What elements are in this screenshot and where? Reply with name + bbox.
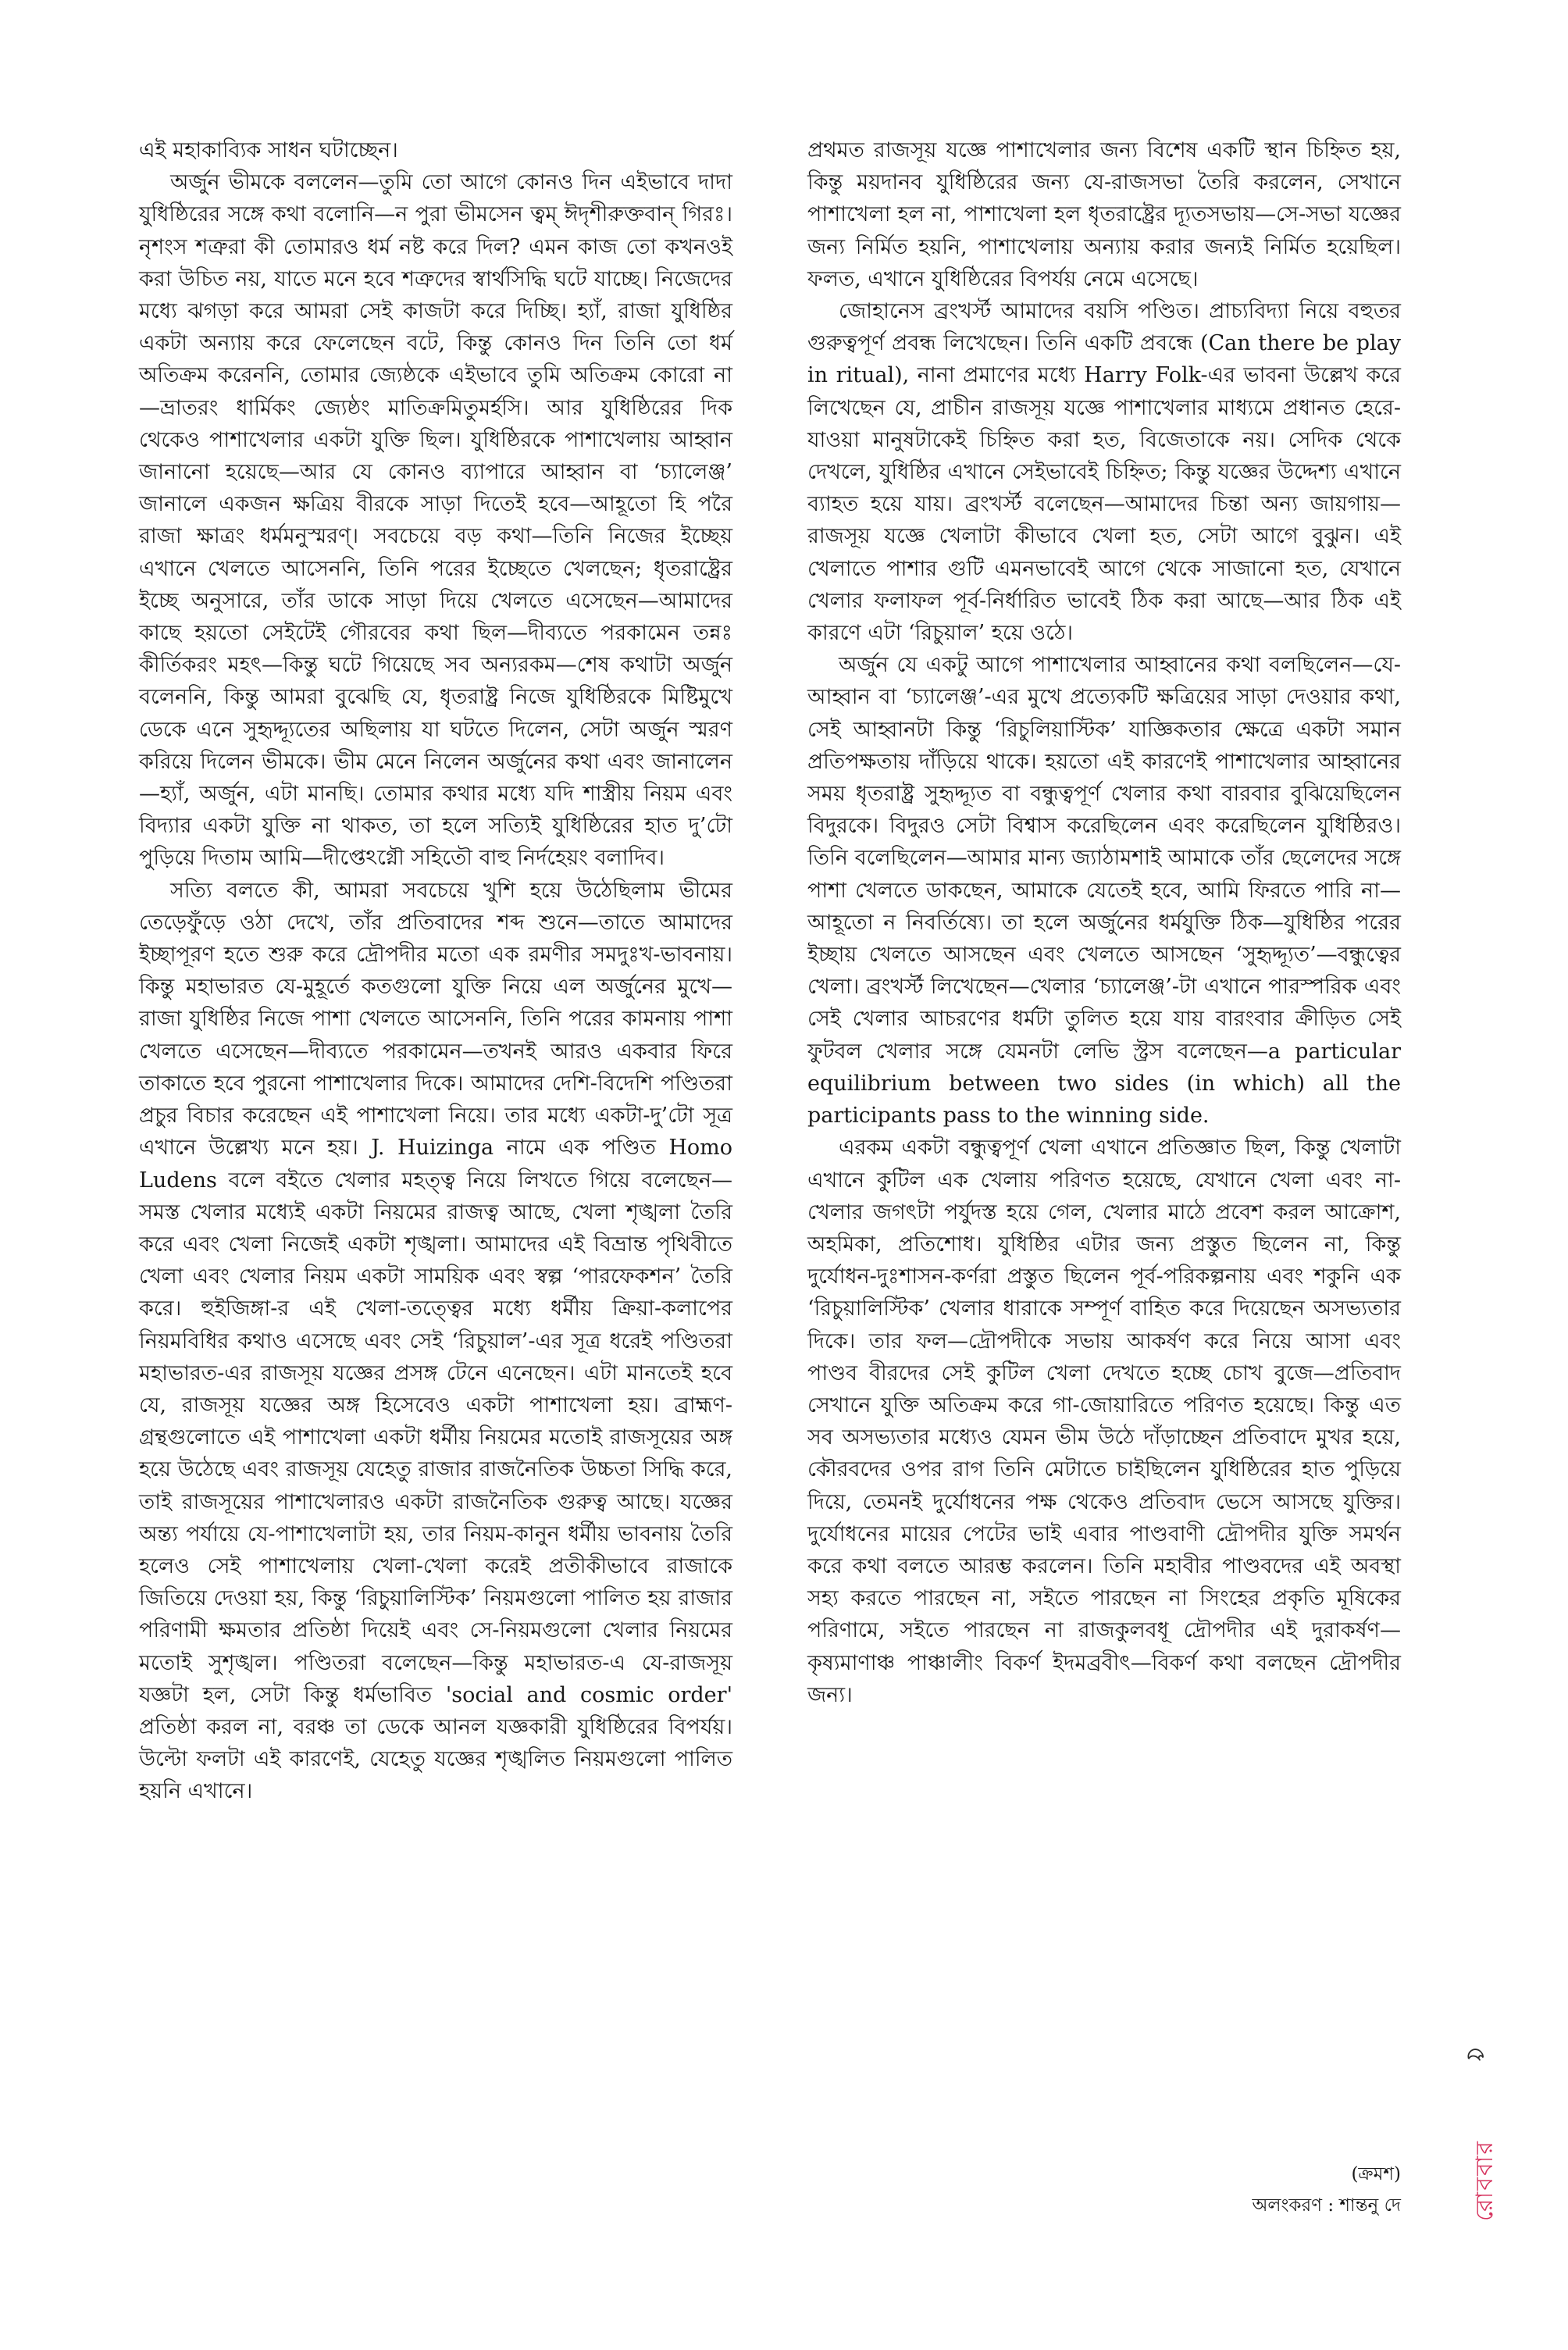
paragraph: অর্জুন যে একটু আগে পাশাখেলার আহ্বানের কথা বলছিলেন—যে-আহ্বান বা ‘চ্যালেঞ্জ’-এর মুখে প্রত্যেকটি ক্ষত্রিয়ের সাড়া দেওয়ার কথা, সেই আহ্বানটা কিন্তু ‘রিচুলিয়াস্টিক’ যাজ্ঞিকতার ক্ষেত্রে একটা সমান প্রতিপক্ষতায় দাঁড়িয়ে থাকে। হয়তো এই কারণেই পাশাখেলার আহ্বানের সময় ধৃতরাষ্ট্র সুহৃদ্দ্যূত বা বন্ধুত্বপূর্ণ খেলার কথা বারবার বুঝিয়েছিলেন বিদুরকে। বিদুরও সেটা বিশ্বাস করেছিলেন এবং করেছিলেন যুধিষ্ঠিরও। তিনি বলেছিলেন—আমার মান্য জ্যাঠামশাই আমাকে তাঁর ছেলেদের সঙ্গে পাশা খেলতে ডাকছেন, আমাকে যেতেই হবে, আমি ফিরতে পারি না—আহূতো ন নিবর্তিষ্যে। তা হলে অর্জুনের ধর্মযুক্তি ঠিক—যুধিষ্ঠির পরের ইচ্ছায় খেলতে আসছেন এবং খেলতে আসছেন ‘সুহৃদ্দ্যূত’—বন্ধুত্বের খেলা। ব্রংখর্স্ট লিখেছেন—খেলার ‘চ্যালেঞ্জ’-টা এখানে পারস্পরিক এবং সেই খেলার আচরণের ধর্মটা তুলিত হয়ে যায় বারংবার ক্রীড়িত সেই ফুটবল খেলার সঙ্গে যেমনটা লেভি স্ট্রস বলেছেন—a particular equilibrium between two sides (in which) all the participants pass to the winning side. xyxy=(807,653,1401,1129)
paragraph: অর্জুন ভীমকে বললেন—তুমি তো আগে কোনও দিন এইভাবে দাদা যুধিষ্ঠিরের সঙ্গে কথা বলোনি—ন পুরা ভীমসেন ত্বম্‌ ঈদৃশীরুক্তবান্‌ গিরঃ। নৃশংস শত্রুরা কী তোমারও ধর্ম নষ্ট করে দিল? এমন কাজ তো কখনওই করা উচিত নয়, যাতে মনে হবে শত্রুদের স্বার্থসিদ্ধি ঘটে যাচ্ছে। নিজেদের মধ্যে ঝগড়া করে আমরা সেই কাজটা করে দিচ্ছি। হ্যাঁ, রাজা যুধিষ্ঠির একটা অন্যায় করে ফেলেছেন বটে, কিন্তু কোনও দিন তিনি তো ধর্ম অতিক্রম করেননি, তোমার জ্যেষ্ঠকে এইভাবে তুমি অতিক্রম কোরো না—ভ্রাতরং ধার্মিকং জ্যেষ্ঠং মাতিক্রমিতুমর্হসি। আর যুধিষ্ঠিরের দিক থেকেও পাশাখেলার একটা যুক্তি ছিল। যুধিষ্ঠিরকে পাশাখেলায় আহ্বান জানানো হয়েছে—আর যে কোনও ব্যাপারে আহ্বান বা ‘চ্যালেঞ্জ’ জানালে একজন ক্ষত্রিয় বীরকে সাড়া দিতেই হবে—আহূতো হি পরৈ রাজা ক্ষাত্রং ধর্মমনুস্মরণ্‌। সবচেয়ে বড় কথা—তিনি নিজের ইচ্ছেয় এখানে খেলতে আসেননি, তিনি পরের ইচ্ছেতে খেলছেন; ধৃতরাষ্ট্রের ইচ্ছে অনুসারে, তাঁর ডাকে সাড়া দিয়ে খেলতে এসেছেন—আমাদের কাছে হয়তো সেইটেই গৌরবের কথা ছিল—দীব্যতে পরকামেন তন্নঃ কীর্তিকরং মহৎ—কিন্তু ঘটে গিয়েছে সব অন্যরকম—শেষ কথাটা অর্জুন বলেননি, কিন্তু আমরা বুঝেছি যে, ধৃতরাষ্ট্র নিজে যুধিষ্ঠিরকে মিষ্টিমুখে ডেকে এনে সুহৃদ্দ্যূতের অছিলায় যা ঘটতে দিলেন, সেটা অর্জুন স্মরণ করিয়ে দিলেন ভীমকে। ভীম মেনে নিলেন অর্জুনের কথা এবং জানালেন—হ্যাঁ, অর্জুন, এটা মানছি। তোমার কথার মধ্যে যদি শাস্ত্রীয় নিয়ম এবং বিদ্যার একটা যুক্তি না থাকত, তা হলে সত্যিই যুধিষ্ঠিরের হাত দু’টো পুড়িয়ে দিতাম আমি—দীপ্তেঽগ্নৌ সহিতৌ বাহু নির্দহেয়ং বলাদিব। xyxy=(139,170,732,871)
article-left-column xyxy=(139,134,732,1808)
paragraph: প্রথমত রাজসূয় যজ্ঞে পাশাখেলার জন্য বিশেষ একটি স্থান চিহ্নিত হয়, কিন্তু ময়দানব যুধিষ্ঠিরের জন্য যে-রাজসভা তৈরি করলেন, সেখানে পাশাখেলা হল না, পাশাখেলা হল ধৃতরাষ্ট্রের দ্যূতসভায়—সে-সভা যজ্ঞের জন্য নির্মিত হয়নি, পাশাখেলায় অন্যায় করার জন্যই নির্মিত হয়েছিল। ফলত, এখানে যুধিষ্ঠিরের বিপর্যয় নেমে এসেছে। xyxy=(807,138,1401,291)
page-folio xyxy=(1459,2046,1506,2327)
illustration-credit: অলংকরণ : শান্তনু দে xyxy=(1252,2195,1401,2216)
paragraph: এরকম একটা বন্ধুত্বপূর্ণ খেলা এখানে প্রতিজ্ঞাত ছিল, কিন্তু খেলাটা এখানে কুটিল এক খেলায় পরিণত হয়েছে, যেখানে খেলা এবং না-খেলার জগৎটা পর্যুদস্ত হয়ে গেল, খেলার মাঠে প্রবেশ করল আক্রোশ, অহমিকা, প্রতিশোধ। যুধিষ্ঠির এটার জন্য প্রস্তুত ছিলেন না, কিন্তু দুর্যোধন-দুঃশাসন-কর্ণরা প্রস্তুত ছিলেন পূর্ব-পরিকল্পনায় এবং শকুনি এক ‘রিচুয়ালিস্টিক’ খেলার ধারাকে সম্পূর্ণ বাহিত করে দিয়েছেন অসভ্যতার দিকে। তার ফল—দ্রৌপদীকে সভায় আকর্ষণ করে নিয়ে আসা এবং পাণ্ডব বীরদের সেই কুটিল খেলা দেখতে হচ্ছে চোখ বুজে—প্রতিবাদ সেখানে যুক্তি অতিক্রম করে গা-জোয়ারিতে পরিণত হয়েছে। কিন্তু এত সব অসভ্যতার মধ্যেও যেমন ভীম উঠে দাঁড়াচ্ছেন প্রতিবাদে মুখর হয়ে, কৌরবদের ওপর রাগ তিনি মেটাতে চাইছিলেন যুধিষ্ঠিরের হাত পুড়িয়ে দিয়ে, তেমনই দুর্যোধনের পক্ষ থেকেও প্রতিবাদ ভেসে আসছে যুক্তির। দুর্যোধনের মায়ের পেটের ভাই এবার পাণ্ডবাণী দ্রৌপদীর যুক্তি সমর্থন করে কথা বলতে আরম্ভ করলেন। তিনি মহাবীর পাণ্ডবদের এই অবস্থা সহ্য করতে পারছেন না, সইতে পারছেন না সিংহের প্রকৃতি মূষিকের পরিণামে, সইতে পারছেন না রাজকুলবধূ দ্রৌপদীর এই দুরাকর্ষণ—কৃষ্যমাণাঞ্চ পাঞ্চালীং বিকর্ণ ইদমব্রবীৎ—বিকর্ণ কথা বলছেন দ্রৌপদীর জন্য। xyxy=(807,1136,1401,1707)
paragraph: সত্যি বলতে কী, আমরা সবচেয়ে খুশি হয়ে উঠেছিলাম ভীমের তেড়েফুঁড়ে ওঠা দেখে, তাঁর প্রতিবাদের শব্দ শুনে—তাতে আমাদের ইচ্ছাপূরণ হতে শুরু করে দ্রৌপদীর মতো এক রমণীর সমদুঃখ-ভাবনায়। কিন্তু মহাভারত যে-মুহূর্তে কতগুলো যুক্তি নিয়ে এল অর্জুনের মুখে—রাজা যুধিষ্ঠির নিজে পাশা খেলতে আসেননি, তিনি পরের কামনায় পাশা খেলতে এসেছেন—দীব্যতে পরকামেন—তখনই আরও একবার ফিরে তাকাতে হবে পুরনো পাশাখেলার দিকে। আমাদের দেশি-বিদেশি পণ্ডিতরা প্রচুর বিচার করেছেন এই পাশাখেলা নিয়ে। তার মধ্যে একটা-দু’টো সূত্র এখানে উল্লেখ্য মনে হয়। J. Huizinga নামে এক পণ্ডিত Homo Ludens বলে বইতে খেলার মহত্ত্ব নিয়ে লিখতে গিয়ে বলেছেন—সমস্ত খেলার মধ্যেই একটা নিয়মের রাজত্ব আছে, খেলা শৃঙ্খলা তৈরি করে এবং খেলা নিজেই একটা শৃঙ্খলা। আমাদের এই বিভ্রান্ত পৃথিবীতে খেলা এবং খেলার নিয়ম একটা সাময়িক এবং স্বল্প ‘পারফেকশন’ তৈরি করে। হুইজিঙ্গা-র এই খেলা-তত্ত্বের মধ্যে ধর্মীয় ক্রিয়া-কলাপের নিয়মবিধির কথাও এসেছে এবং সেই ‘রিচুয়াল’-এর সূত্র ধরেই পণ্ডিতরা মহাভারত-এর রাজসূয় যজ্ঞের প্রসঙ্গ টেনে এনেছেন। এটা মানতেই হবে যে, রাজসূয় যজ্ঞের অঙ্গ হিসেবেও একটা পাশাখেলা হয়। ব্রাহ্মণ-গ্রন্থগুলোতে এই পাশাখেলা একটা ধর্মীয় নিয়মের মতোই রাজসূয়ের অঙ্গ হয়ে উঠেছে এবং রাজসূয় যেহেতু রাজার রাজনৈতিক উচ্চতা সিদ্ধি করে, তাই রাজসূয়ের পাশাখেলারও একটা রাজনৈতিক গুরুত্ব আছে। যজ্ঞের অন্ত্য পর্যায়ে যে-পাশাখেলাটা হয়, তার নিয়ম-কানুন ধর্মীয় ভাবনায় তৈরি হলেও সেই পাশাখেলায় খেলা-খেলা করেই প্রতীকীভাবে রাজাকে জিতিয়ে দেওয়া হয়, কিন্তু ‘রিচুয়ালিস্টিক’ নিয়মগুলো পালিত হয় রাজার পরিণামী ক্ষমতার প্রতিষ্ঠা দিয়েই এবং সে-নিয়মগুলো খেলার নিয়মের মতোই সুশৃঙ্খল। পণ্ডিতরা বলেছেন—কিন্তু মহাভারত-এ যে-রাজসূয় যজ্ঞটা হল, সেটা কিন্তু ধর্মভাবিত 'social and cosmic order' প্রতিষ্ঠা করল না, বরঞ্চ তা ডেকে আনল যজ্ঞকারী যুধিষ্ঠিরের বিপর্যয়। উল্টো ফলটা এই কারণেই, যেহেতু যজ্ঞের শৃঙ্খলিত নিয়মগুলো পালিত হয়নি এখানে। xyxy=(139,878,732,1804)
page-number: ৫ xyxy=(1460,2046,1491,2064)
continued-label: (ক্রমশ) xyxy=(1351,2164,1401,2184)
article-right-column xyxy=(807,134,1401,1711)
magazine-name: রোববার xyxy=(1471,2140,1499,2221)
paragraph: এই মহাকাব্যিক সাধন ঘটাচ্ছেন। xyxy=(139,138,398,162)
article-closing xyxy=(807,2159,1401,2221)
paragraph: জোহানেস ব্রংখর্স্ট আমাদের বয়সি পণ্ডিত। প্রাচ্যবিদ্যা নিয়ে বহুতর গুরুত্বপূর্ণ প্রবন্ধ লিখেছেন। তিনি একটি প্রবন্ধে (Can there be play in ritual), নানা প্রমাণের মধ্যে Harry Folk-এর ভাবনা উল্লেখ করে লিখেছেন যে, প্রাচীন রাজসূয় যজ্ঞে পাশাখেলার মাধ্যমে প্রধানত হেরে-যাওয়া মানুষটাকেই চিহ্নিত করা হত, বিজেতাকে নয়। সেদিক থেকে দেখলে, যুধিষ্ঠির এখানে সেইভাবেই চিহ্নিত; কিন্তু যজ্ঞের উদ্দেশ্য এখানে ব্যাহত হয়ে যায়। ব্রংখর্স্ট বলেছেন—আমাদের চিন্তা অন্য জায়গায়—রাজসূয় যজ্ঞে খেলাটা কীভাবে খেলা হত, সেটা আগে বুঝুন। এই খেলাতে পাশার গুটি এমনভাবেই আগে থেকে সাজানো হত, যেখানে খেলার ফলাফল পূর্ব-নির্ধারিত ভাবেই ঠিক করা আছে—আর ঠিক এই কারণে এটা ‘রিচুয়াল’ হয়ে ওঠে। xyxy=(807,299,1401,646)
